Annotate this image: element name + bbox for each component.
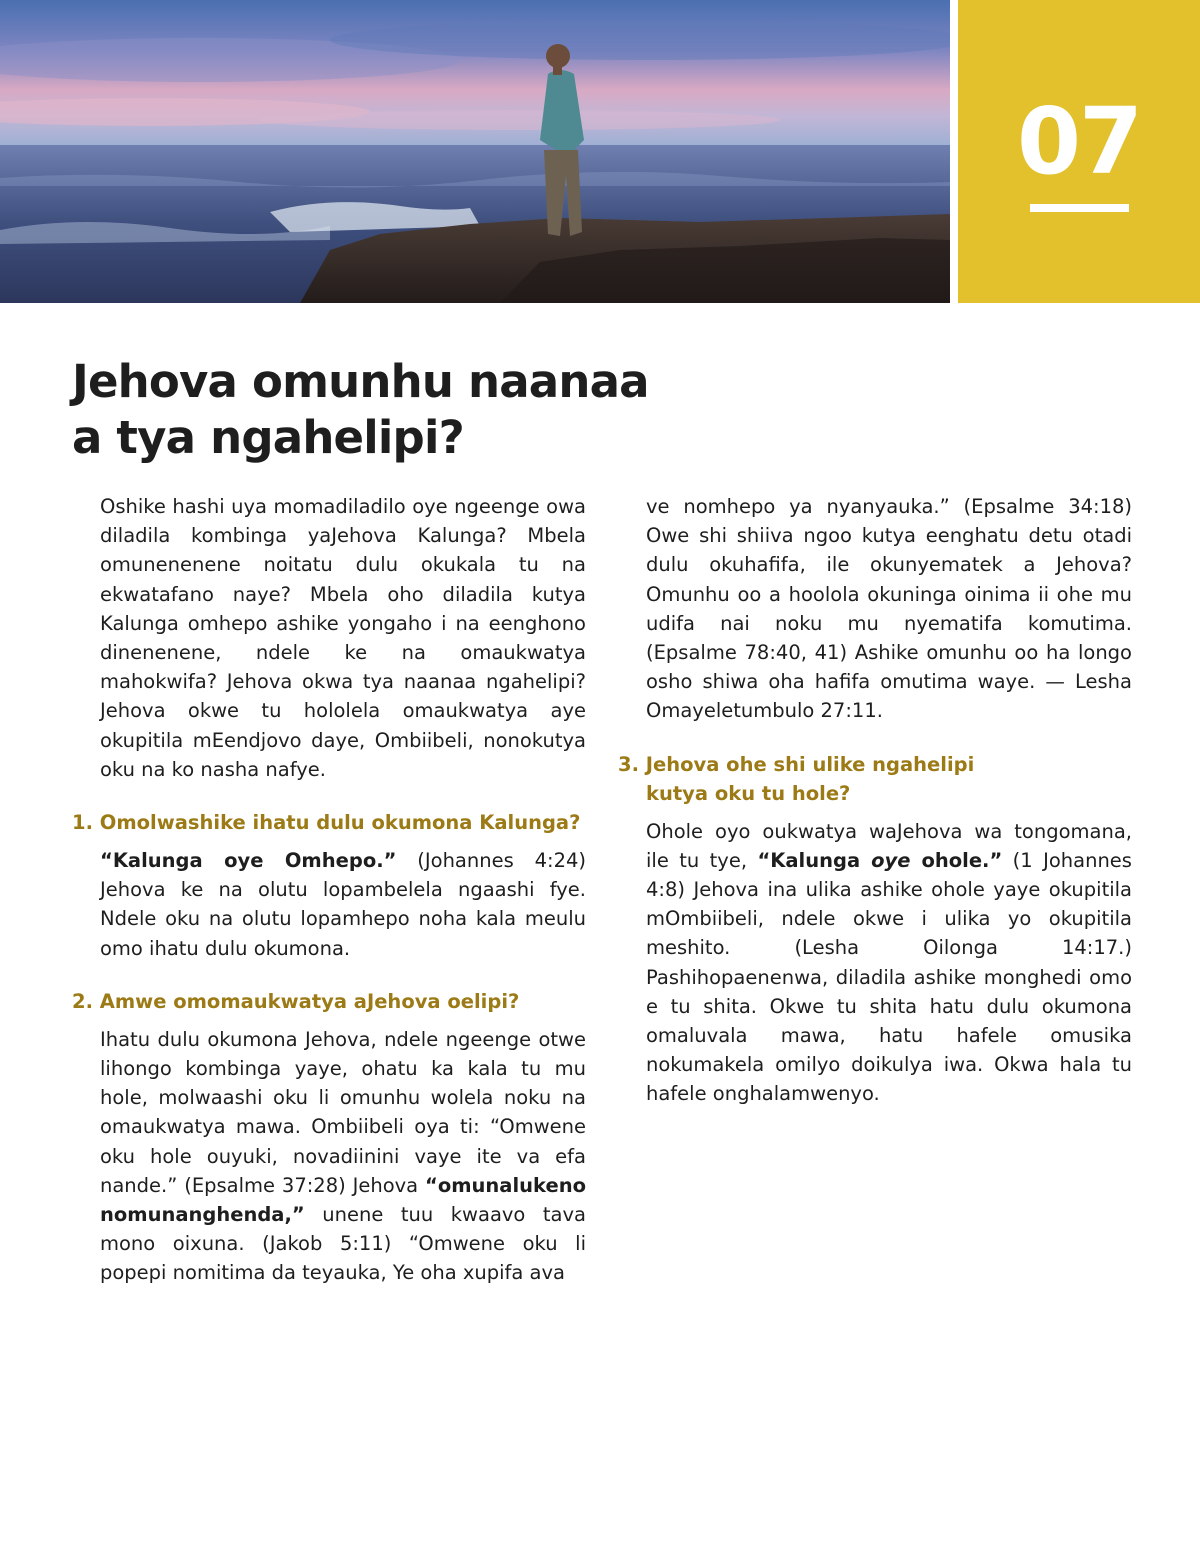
scripture-quote-part: “Kalunga [757,848,872,872]
title-line-1: Jehova omunhu naanaa [72,355,649,408]
chapter-underline [1030,204,1129,212]
answer-paragraph-2 [100,1025,586,1288]
left-column [72,492,586,1288]
answer-text: Ihatu dulu okumona Jehova, ndele ngeenge otwe lihongo kombinga yaye, ohatu ka kala tu mu hole, molwaashi oku li omunhu wolela noku na omaukwatya mawa. Ombiibeli oya ti: “Omwene oku hole ouyuki, novadiinini vaye ite va efa nande.” (Epsalme 37:28) Jehova [100,1027,586,1197]
scripture-quote-part: ohole.” [910,848,1003,872]
intro-paragraph: Oshike hashi uya momadiladilo oye ngeenge owa diladila kombinga yaJehova Kalunga? Mbela omunenenene noitatu dulu okukala tu na ekwatafano naye? Mbela oho diladila kutya Kalunga omhepo ashike yongaho i na eenghono dinenenene, ndele ke na omaukwatya mahokwifa? Jehova okwa tya naanaa ngahelipi? Jehova okwe tu hololela omaukwatya aye okupitila mEendjovo daye, Ombiibeli, nonokutya oku na ko nasha nafye. [100,495,586,781]
chapter-number: 07 [1016,88,1142,195]
chapter-badge [958,0,1200,303]
hero-photo [0,0,950,303]
question-heading-3-line-1: 3. Jehova ohe shi ulike ngahelipi [618,752,975,776]
scripture-quote: “omunalukeno nomunanghenda,” [100,1173,586,1227]
question-heading-3 [618,750,1132,808]
answer-paragraph-2-continued: ve nomhepo ya nyanyauka.” (Epsalme 34:18) Owe shi shiiva ngoo kutya eenghatu detu otadi dulu okuhafifa, ile okunyematek a Jehova? Omunhu oo a hoolola okuninga oinima ii ohe mu udifa nai noku mu nyematifa komutima. (Epsalme 78:40, 41) Ashike omunhu oo ha longo osho shiwa oha hafifa omutima waye. — Lesha Omayeletumbulo 27:11. [646,495,1132,723]
question-heading-2: 2. Amwe omomaukwatya aJehova oelipi? [72,989,520,1013]
scripture-quote-emphasis: oye [871,848,911,872]
question-heading-1: 1. Omolwashike ihatu dulu okumona Kalunga? [72,811,581,835]
answer-text: Ohole oyo oukwatya waJehova wa tongomana, ile tu tye, [646,819,1132,872]
scripture-quote: “Kalunga oye Omhepo.” [100,849,397,873]
answer-text: (1 Johannes 4:8) Jehova ina ulika ashike ohole yaye okupitila mOmbiibeli, ndele okwe i ulika yo okupitila meshito. (Lesha Oilonga 14:17.) Pashihopaenenwa, diladila ashike monghedi omo e tu shita. Okwe tu shita hatu dulu okumona omaluvala mawa, hatu hafele omusika nokumakela omilyo doikulya iwa. Okwa hala tu hafele onghalamwenyo. [646,848,1132,1106]
page-title [72,354,649,466]
answer-text: (Johannes 4:24) Jehova ke na olutu lopambelela ngaashi fye. Ndele oku na olutu lopamhepo noha kala meulu omo ihatu dulu okumona. [100,849,586,960]
answer-paragraph-1 [100,846,586,963]
question-heading-3-line-2: kutya oku tu hole? [646,781,851,805]
right-column [618,492,1132,1109]
title-line-2: a tya ngahelipi? [72,411,464,464]
answer-paragraph-3 [646,817,1132,1109]
answer-text: unene tuu kwaavo tava mono oixuna. (Jakob 5:11) “Omwene oku li popepi nomitima da teyauka, Ye oha xupifa ava [100,1203,586,1285]
